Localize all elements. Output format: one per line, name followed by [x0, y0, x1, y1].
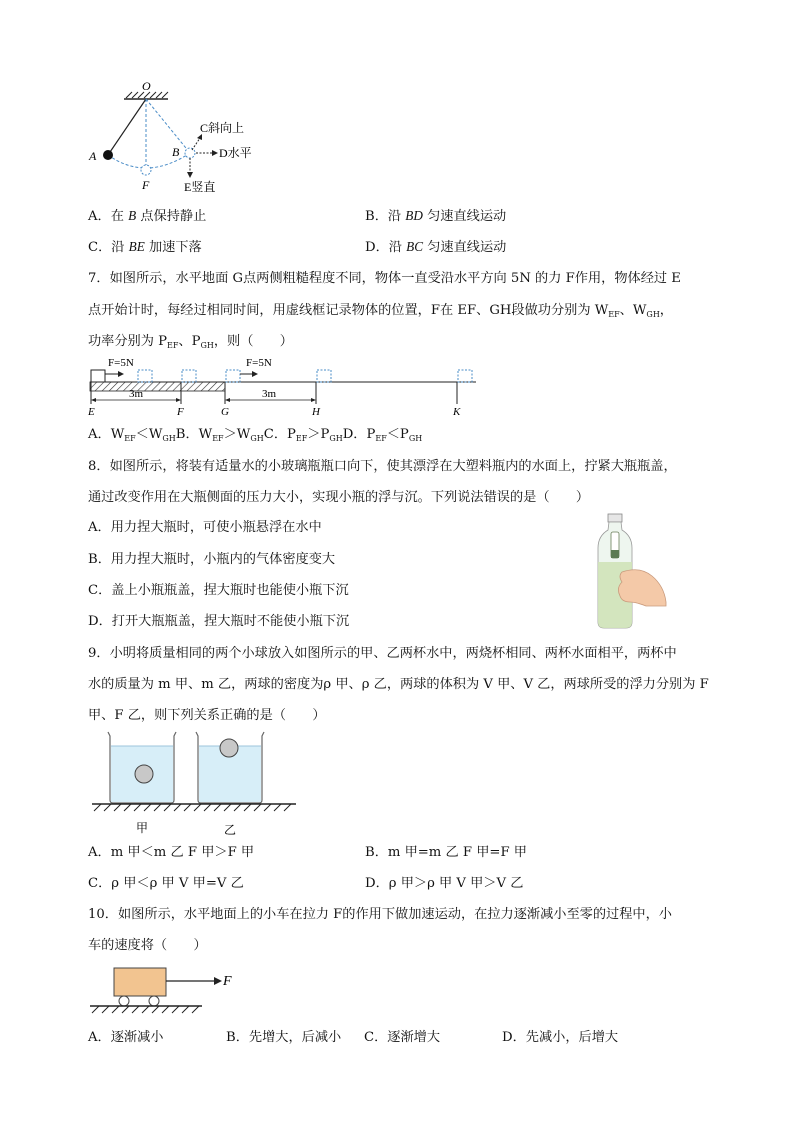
dist-label-1: 3m [129, 388, 144, 400]
q9-stem-line2: 水的质量为 m 甲、m 乙，两球的密度为ρ 甲、ρ 乙，两球的体积为 V 甲、V 乙，两球所受的浮力分别为 F [88, 677, 709, 692]
ball-jia [135, 765, 153, 783]
q8-option-d: D．打开大瓶瓶盖，捏大瓶时不能使小瓶下沉 [88, 614, 350, 629]
beakers-figure [86, 726, 306, 838]
block [91, 370, 105, 382]
q10-option-d: D．先减小，后增大 [502, 1030, 619, 1045]
q8-option-a: A．用力捏大瓶时，可使小瓶悬浮在水中 [88, 520, 322, 535]
q9-option-c: C．ρ 甲＜ρ 甲 V 甲=V 乙 [88, 876, 244, 891]
q9-stem-line3: 甲、F 乙，则下列关系正确的是（ ） [88, 708, 326, 723]
q7-stem-line2: 点开始计时，每经过相同时间，用虚线框记录物体的位置，F在 EF、GH段做功分别为 $W_{EF}$、$W_{GH}$， [88, 303, 673, 319]
track-figure [84, 352, 484, 422]
label-D: D水平 [219, 146, 252, 160]
q10-stem-line2: 车的速度将（ ） [88, 938, 207, 953]
label-E: E竖直 [184, 180, 216, 194]
cart-figure [86, 962, 246, 1018]
q8-option-c: C．盖上小瓶瓶盖，捏大瓶时也能使小瓶下沉 [88, 583, 349, 598]
ball-A [103, 150, 113, 160]
svg-text:H: H [312, 406, 320, 418]
q8-option-b: B．用力捏大瓶时，小瓶内的气体密度变大 [88, 552, 336, 567]
svg-text:F: F [142, 178, 150, 192]
label-C: C斜向上 [200, 121, 245, 135]
label-yi: 乙 [224, 823, 237, 837]
q7-stem-line1: 7．如图所示，水平地面 G点两侧粗糙程度不同，物体一直受沿水平方向 5N 的力 F作用，物体经过 E [88, 271, 681, 286]
q10-option-c: C．逐渐增大 [364, 1030, 441, 1045]
q10-option-b: B．先增大，后减小 [226, 1030, 342, 1045]
q9-option-a: A．m 甲＜m 乙 F 甲＞F 甲 [88, 845, 255, 860]
force-label-1: F=5N [108, 357, 134, 369]
q6-option-c: C．沿 BE 加速下落 [88, 239, 202, 255]
q9-option-d: D．ρ 甲＞ρ 甲 V 甲＞V 乙 [365, 876, 524, 891]
cart-body [114, 968, 166, 996]
svg-text:F: F [177, 406, 184, 418]
q8-stem-line2: 通过改变作用在大瓶侧面的压力大小，实现小瓶的浮与沉。下列说法错误的是（ ） [88, 490, 590, 505]
pendulum-figure [80, 78, 280, 198]
svg-text:A: A [89, 149, 97, 163]
q6-option-b: B．沿 BD 匀速直线运动 [365, 208, 507, 224]
q7-options: A．$W_{EF}<W_{GH}B$．$W_{EF}>W_{GH}C$．$P_{EF}>P_{GH}D$．$P_{EF}<P_{GH}$ [88, 427, 423, 443]
q10-stem-line1: 10．如图所示，水平地面上的小车在拉力 F的作用下做加速运动，在拉力逐渐减小至零的过程中，小 [88, 907, 672, 922]
svg-text:G: G [221, 406, 229, 418]
q8-stem-line1: 8．如图所示，将装有适量水的小玻璃瓶瓶口向下，使其漂浮在大塑料瓶内的水面上，拧紧大瓶瓶盖， [88, 459, 677, 474]
force-label: F [223, 974, 232, 989]
label-jia: 甲 [136, 821, 149, 835]
q6-option-d: D．沿 BC 匀速直线运动 [365, 239, 507, 255]
svg-text:E: E [88, 406, 95, 418]
force-label-2: F=5N [246, 357, 272, 369]
hand [618, 570, 666, 606]
q9-option-b: B．m 甲=m 乙 F 甲=F 甲 [365, 845, 527, 860]
q7-stem-line3: 功率分别为 $P_{EF}$、$P_{GH}$，则（ ） [88, 334, 293, 350]
bottle-figure [592, 510, 672, 632]
svg-text:K: K [453, 406, 461, 418]
q6-option-a: A．在 B 点保持静止 [88, 208, 207, 224]
q9-stem-line1: 9．小明将质量相同的两个小球放入如图所示的甲、乙两杯水中，两烧杯相同、两杯水面相平，两杯中 [88, 646, 677, 661]
label-O: O [142, 79, 151, 93]
svg-text:B: B [172, 145, 180, 159]
dist-label-2: 3m [262, 388, 277, 400]
q10-option-a: A．逐渐减小 [88, 1030, 164, 1045]
rough-surface [90, 382, 225, 391]
ball-yi [220, 739, 238, 757]
